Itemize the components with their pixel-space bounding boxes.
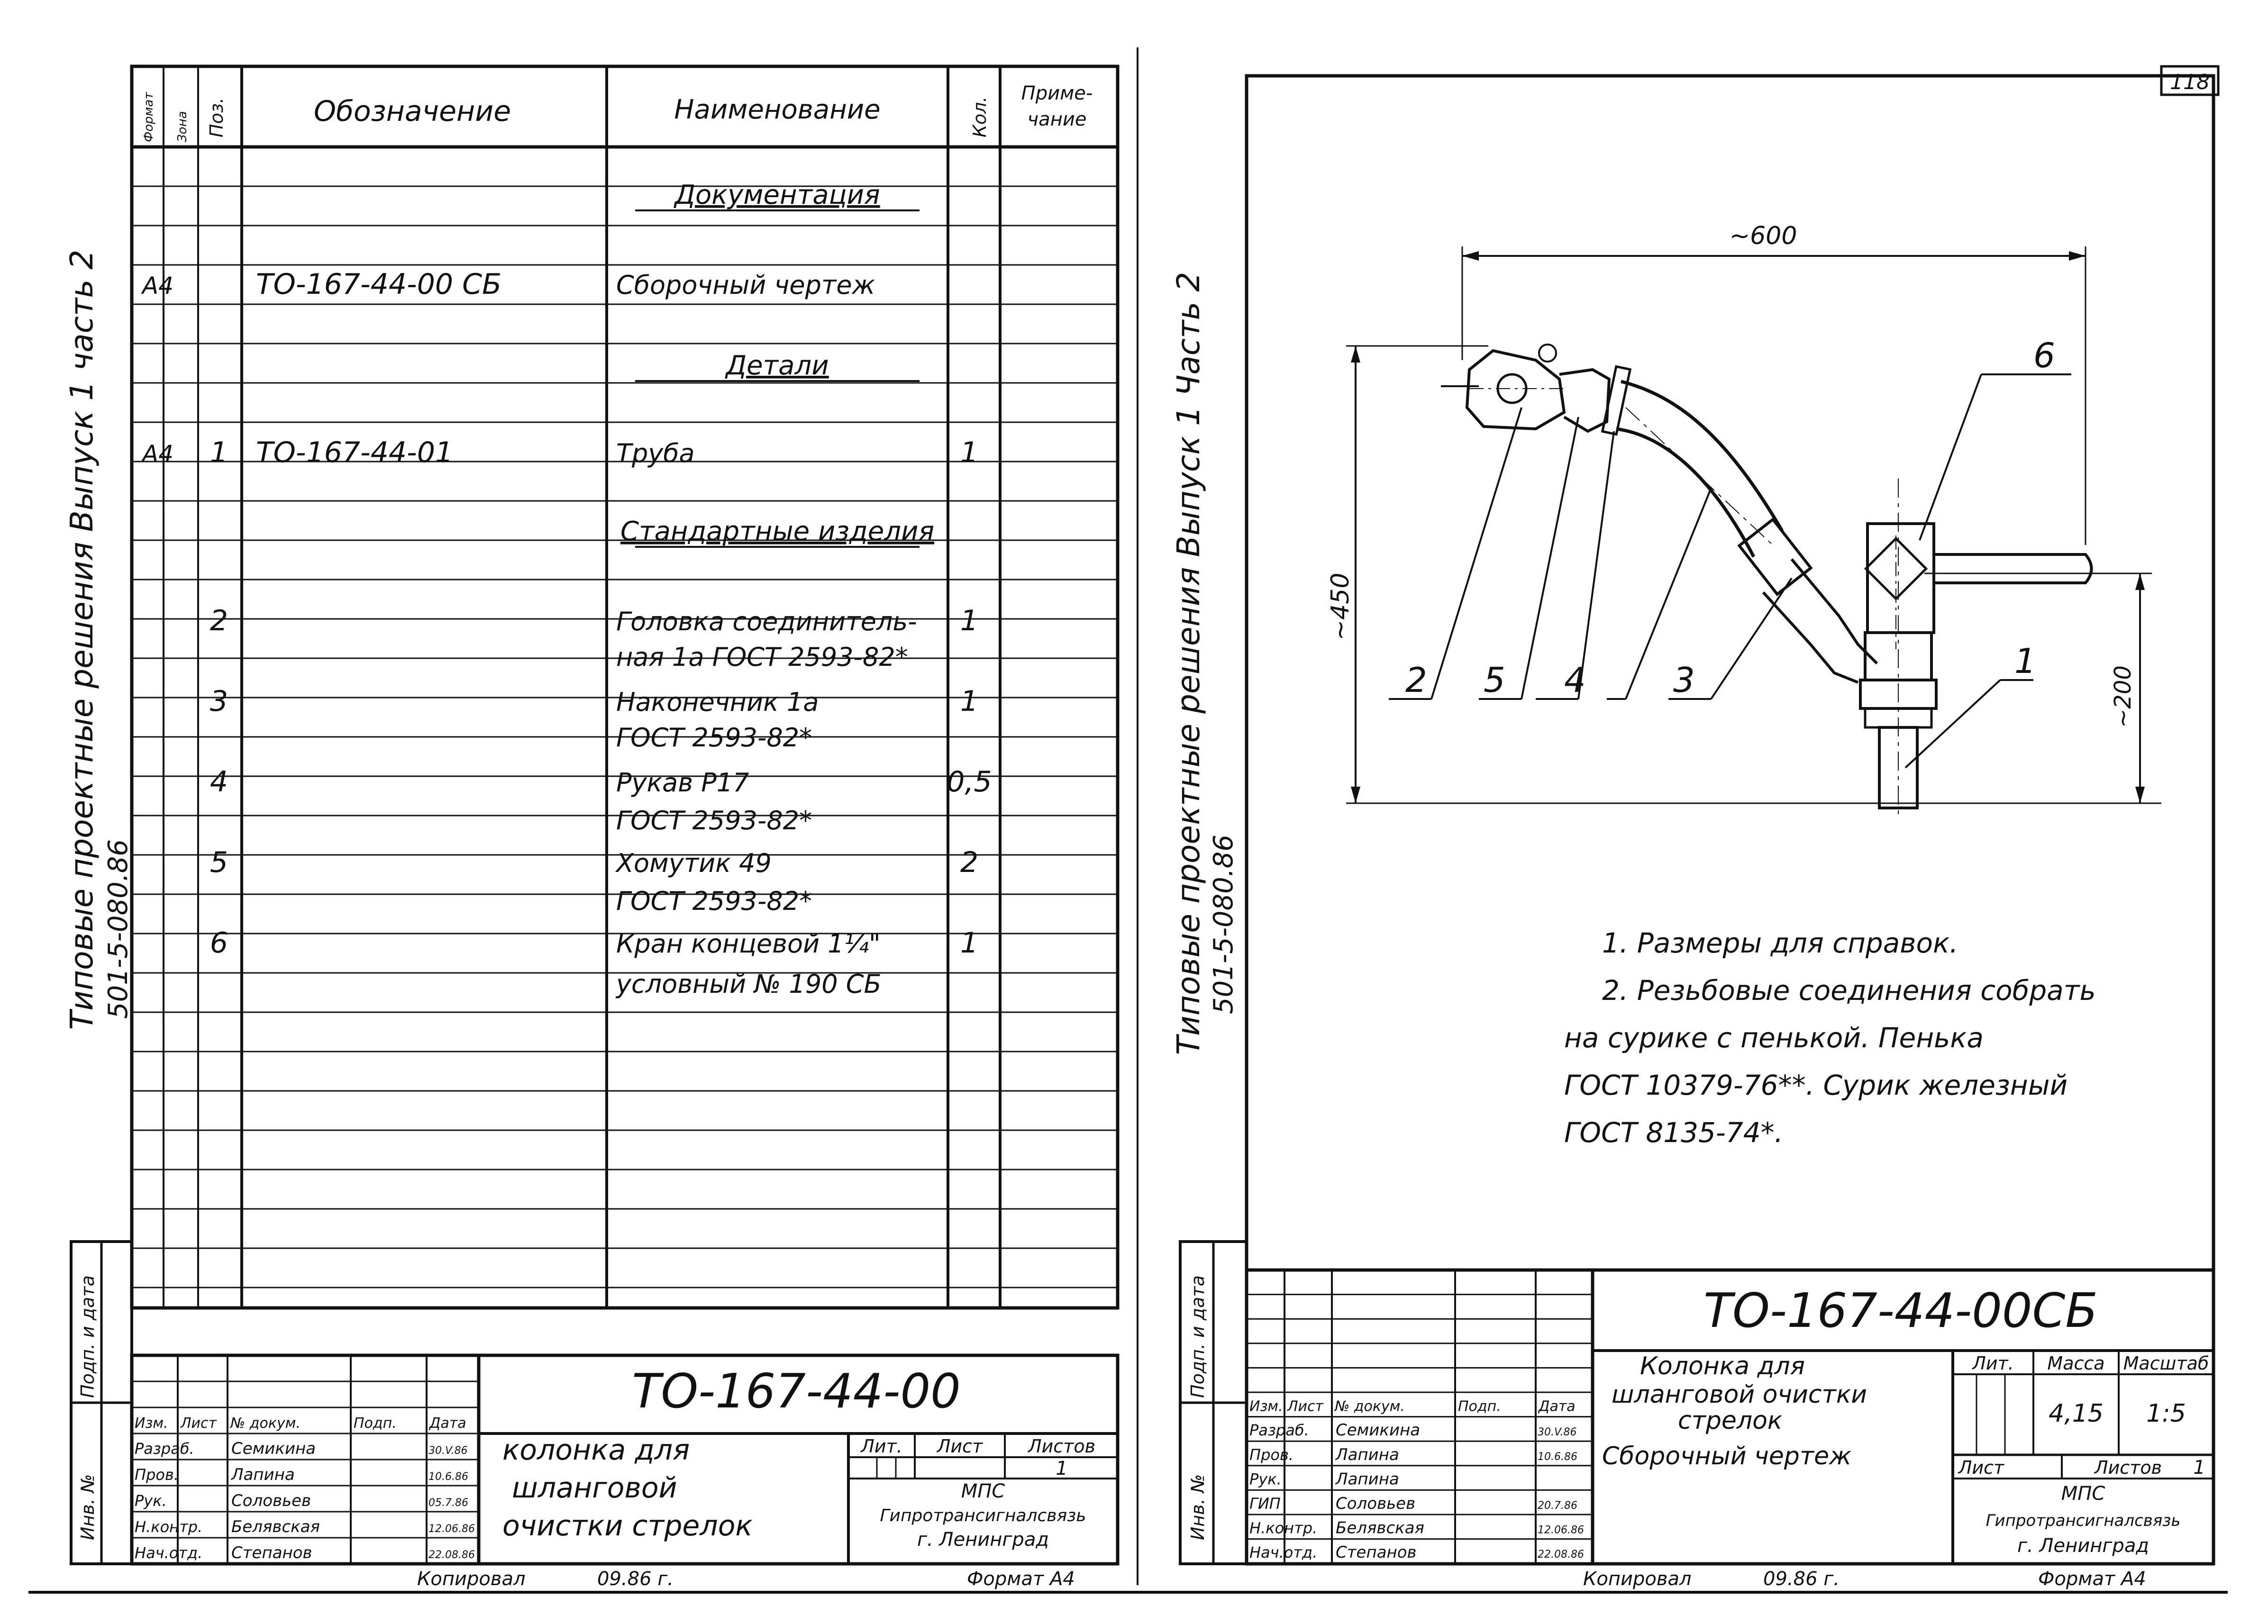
signer-date: 10.6.86: [1538, 1451, 1577, 1463]
right-title-block: [1247, 1270, 2213, 1564]
row-pos: 5: [209, 846, 228, 879]
row-name: условный № 190 СБ: [616, 969, 882, 999]
row-name: Хомутик 49: [616, 848, 772, 878]
left-title-line-3: очистки стрелок: [502, 1509, 753, 1542]
right-sheets-label: Листов: [2095, 1457, 2162, 1478]
signer-date: 10.6.86: [428, 1471, 468, 1483]
row-name: Детали: [726, 350, 829, 381]
row-qty: 1: [960, 926, 979, 960]
callout-3: 3: [1673, 660, 1695, 700]
signer-name: Семикина: [231, 1439, 316, 1458]
signer-role: Рук.: [135, 1492, 167, 1510]
assembly-drawing: [1326, 222, 2161, 815]
row-pos: 4: [209, 765, 228, 798]
right-org-2: Гипротрансигналсвязь: [1986, 1511, 2181, 1530]
callout-5: 5: [1484, 660, 1505, 700]
row-name: Документация: [674, 180, 880, 210]
signer-name: Степанов: [1336, 1543, 1417, 1562]
tb-header: Изм.: [1249, 1398, 1283, 1415]
signer-role: Пров.: [1249, 1445, 1293, 1464]
table-row: [615, 969, 882, 999]
right-footer-copied-date: 09.86 г.: [1763, 1568, 1840, 1590]
table-row: [141, 268, 875, 301]
signer-name: Соловьев: [1336, 1494, 1416, 1513]
left-margin-inv: Инв. №: [77, 1474, 98, 1540]
notes: [1564, 927, 2096, 1149]
row-name: Труба: [616, 438, 695, 468]
row-name: ГОСТ 2593-82*: [616, 723, 812, 753]
signer-name: Лапина: [1336, 1470, 1399, 1489]
col-zone: Зона: [175, 111, 190, 142]
right-footer-format: Формат А4: [2038, 1568, 2146, 1590]
table-row: [616, 723, 812, 753]
left-sheets-label: Листов: [1028, 1436, 1095, 1457]
signer-date: 22.08.86: [428, 1549, 475, 1561]
note-2: 2. Резьбовые соединения собрать: [1602, 974, 2096, 1007]
table-row: [210, 685, 978, 718]
table-row: [210, 604, 978, 637]
callout-4: 4: [1564, 660, 1586, 700]
signer-role: Разраб.: [135, 1440, 194, 1458]
left-sheet: [64, 66, 1118, 1590]
row-name: Сборочный чертеж: [616, 270, 875, 300]
right-title-line-2: шланговой очистки: [1612, 1380, 1867, 1409]
col-note-1: Приме-: [1021, 82, 1093, 104]
signer-role: Н.контр.: [135, 1518, 203, 1536]
table-row: [635, 180, 920, 210]
signer-date: 12.06.86: [1538, 1524, 1584, 1536]
right-lit-label: Лит.: [1972, 1353, 2014, 1374]
signer-date: 30.V.86: [1538, 1426, 1577, 1439]
right-mass-label: Масса: [2047, 1353, 2105, 1374]
col-designation: Обозначение: [313, 95, 511, 128]
col-pos: Поз.: [206, 97, 227, 137]
dim-low: ~200: [2110, 665, 2136, 728]
left-title-line-1: колонка для: [502, 1433, 690, 1467]
note-3: на сурике с пенькой. Пенька: [1564, 1022, 1984, 1054]
left-footer-copied: Копировал: [417, 1568, 526, 1590]
row-name: Головка соединитель-: [616, 607, 917, 636]
callout-6: 6: [2033, 336, 2055, 375]
signer-name: Лапина: [1336, 1445, 1399, 1464]
right-title-line-3: стрелок: [1678, 1406, 1783, 1435]
signer-role: Рук.: [1249, 1470, 1282, 1488]
left-sheet-label: Лист: [937, 1436, 983, 1457]
tb-header: Подп.: [1458, 1398, 1501, 1415]
right-side-label: Типовые проектные решения Выпуск 1 Часть 2: [1170, 272, 1207, 1055]
left-org-1: МПС: [961, 1480, 1005, 1502]
right-side-label-code: 501-5-080.86: [1208, 835, 1239, 1014]
table-row: [141, 436, 978, 469]
signer-role: Разраб.: [1249, 1421, 1309, 1440]
left-org-3: г. Ленинград: [917, 1529, 1049, 1551]
spec-table-grid: [164, 66, 1000, 1308]
row-format: А4: [142, 272, 174, 299]
page-number: 118: [2170, 70, 2210, 94]
note-4: ГОСТ 10379-76**. Сурик железный: [1564, 1069, 2068, 1101]
table-row: [210, 846, 978, 879]
tb-header: Лист: [1287, 1398, 1324, 1415]
tb-header: Дата: [429, 1415, 466, 1432]
right-scale-label: Масштаб: [2123, 1353, 2209, 1374]
right-org-1: МПС: [2061, 1483, 2105, 1505]
row-name: ГОСТ 2593-82*: [616, 886, 812, 916]
signer-name: Соловьев: [231, 1491, 311, 1510]
left-side-label-code: 501-5-080.86: [103, 839, 134, 1019]
left-title-code: ТО-167-44-00: [632, 1363, 961, 1419]
table-row: [616, 886, 812, 916]
row-pos: 3: [209, 685, 228, 718]
row-name: Стандартные изделия: [620, 516, 935, 547]
signer-role: ГИП: [1249, 1495, 1281, 1513]
dim-height: ~450: [1326, 572, 1355, 641]
right-subtitle: Сборочный чертеж: [1602, 1442, 1851, 1470]
left-footer-copied-date: 09.86 г.: [597, 1568, 674, 1590]
right-footer-copied: Копировал: [1583, 1568, 1692, 1590]
callout-2: 2: [1405, 660, 1427, 700]
signer-name: Семикина: [1336, 1421, 1421, 1440]
row-name: ГОСТ 2593-82*: [616, 806, 812, 835]
note-5: ГОСТ 8135-74*.: [1564, 1116, 1784, 1149]
table-row: [616, 642, 908, 672]
row-name: Рукав Р17: [616, 768, 749, 798]
left-sheets-value: 1: [1056, 1458, 1068, 1479]
row-pos: 2: [209, 604, 228, 637]
signer-name: Степанов: [231, 1543, 312, 1562]
tb-header: № докум.: [230, 1415, 301, 1432]
row-designation: ТО-167-44-00 СБ: [256, 268, 502, 301]
right-title-line-1: Колонка для: [1640, 1352, 1805, 1380]
row-format: А4: [142, 440, 174, 468]
row-pos: 6: [209, 926, 228, 960]
table-row: [635, 350, 920, 381]
right-sheet-label: Лист: [1958, 1457, 2004, 1478]
left-org-2: Гипротрансигналсвязь: [880, 1506, 1086, 1525]
left-footer-format: Формат А4: [967, 1568, 1075, 1590]
signer-date: 22.08.86: [1538, 1549, 1584, 1561]
signer-role: Нач.отд.: [1249, 1543, 1318, 1562]
right-org-3: г. Ленинград: [2017, 1535, 2150, 1557]
col-qty: Кол.: [969, 96, 990, 137]
callout-1: 1: [2014, 641, 2036, 681]
signer-role: Н.контр.: [1249, 1519, 1318, 1537]
col-note-2: чание: [1027, 109, 1087, 130]
left-title-block: [132, 1355, 1118, 1564]
left-side-label: Типовые проектные решения Выпуск 1 часть 2: [64, 249, 100, 1030]
left-margin-sign-date: Подп. и дата: [77, 1275, 98, 1398]
spec-table-rows: [141, 180, 992, 999]
col-name: Наименование: [674, 94, 881, 125]
signer-date: 05.7.86: [428, 1497, 468, 1509]
signer-role: Нач.отд.: [135, 1544, 203, 1562]
signer-date: 20.7.86: [1538, 1500, 1577, 1512]
table-row: [616, 806, 812, 835]
right-sheet: [1170, 76, 2213, 1590]
row-designation: ТО-167-44-01: [256, 436, 454, 469]
tb-header: Подп.: [354, 1415, 397, 1432]
row-qty: 2: [960, 846, 979, 879]
note-1: 1. Размеры для справок.: [1602, 927, 1958, 959]
signer-date: 30.V.86: [428, 1445, 468, 1457]
row-name: ная 1а ГОСТ 2593-82*: [616, 642, 908, 672]
row-qty: 1: [960, 604, 979, 637]
row-qty: 1: [960, 685, 979, 718]
col-format: Формат: [142, 92, 156, 142]
right-margin-inv: Инв. №: [1187, 1474, 1208, 1540]
table-row: [210, 765, 992, 798]
right-title-code: ТО-167-44-00СБ: [1703, 1283, 2098, 1338]
row-qty: 0,5: [947, 765, 992, 798]
right-margin-sign-date: Подп. и дата: [1187, 1275, 1208, 1398]
right-scale-value: 1:5: [2146, 1399, 2186, 1428]
row-pos: 1: [209, 436, 228, 469]
dim-width: ~600: [1729, 222, 1797, 250]
row-qty: 1: [960, 436, 979, 469]
table-row: [620, 516, 934, 547]
signer-name: Белявская: [231, 1517, 320, 1536]
signer-name: Белявская: [1336, 1518, 1424, 1538]
signer-name: Лапина: [231, 1465, 295, 1484]
right-sheets-value: 1: [2193, 1457, 2205, 1479]
left-lit-label: Лит.: [861, 1436, 902, 1457]
right-mass-value: 4,15: [2049, 1399, 2104, 1428]
row-name: Наконечник 1а: [616, 687, 819, 717]
signer-role: Пров.: [135, 1466, 179, 1484]
tb-header: Дата: [1539, 1398, 1576, 1415]
tb-header: № докум.: [1335, 1398, 1405, 1415]
row-name: Кран концевой 1¼": [616, 929, 881, 959]
signer-date: 12.06.86: [428, 1523, 475, 1535]
table-row: [210, 926, 978, 960]
tb-header: Изм.: [135, 1415, 168, 1432]
tb-header: Лист: [181, 1415, 217, 1432]
left-title-line-2: шланговой: [512, 1471, 677, 1505]
